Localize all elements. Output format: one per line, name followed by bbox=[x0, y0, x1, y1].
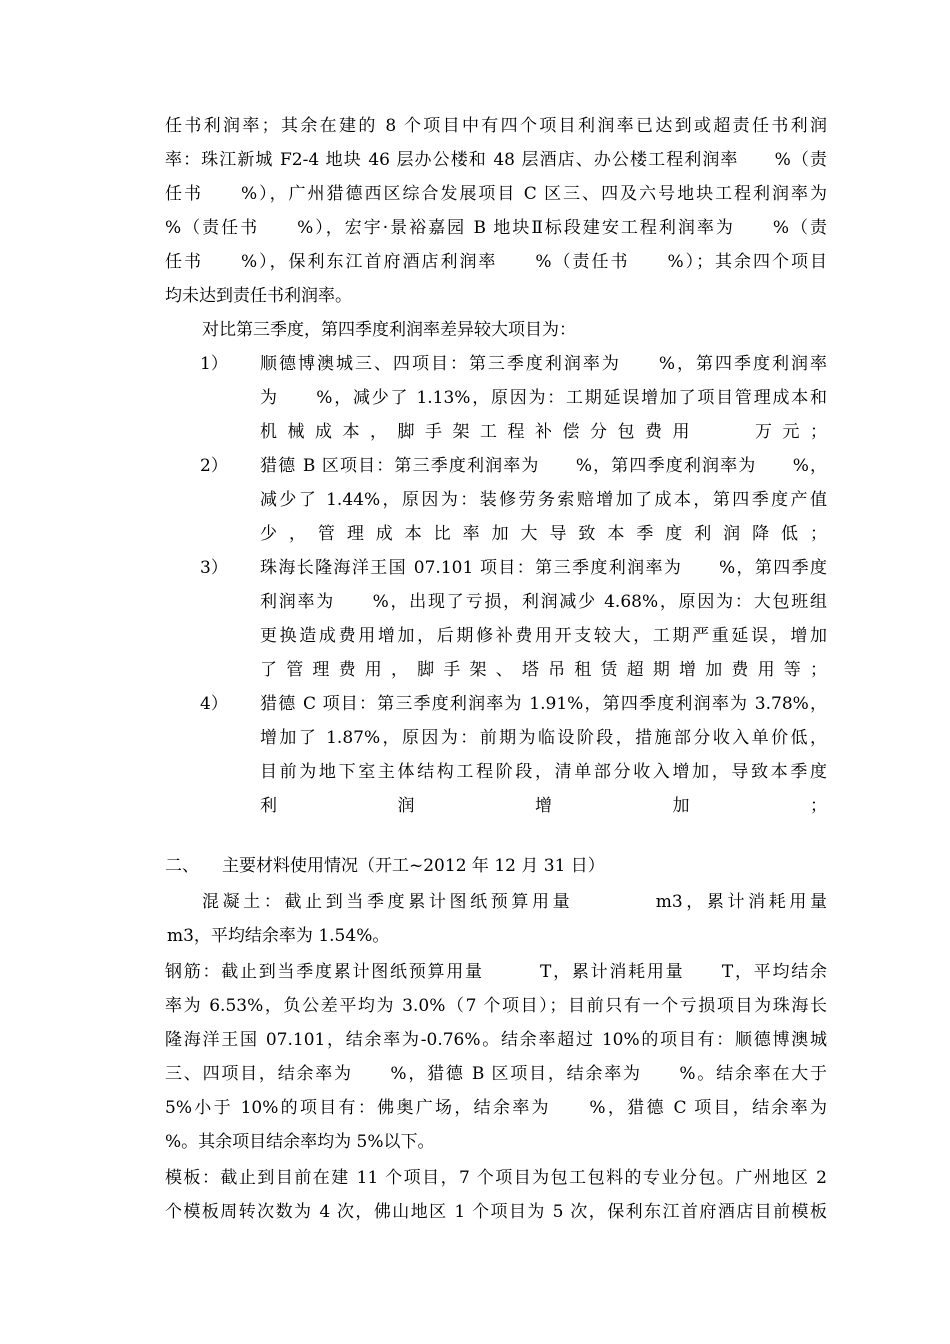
list-number: 2） bbox=[200, 456, 228, 476]
list-number: 4） bbox=[200, 694, 228, 714]
text-line: 利润率为 %，出现了亏损，利润减少 4.68%，原因为：大包班组 bbox=[260, 592, 827, 612]
text-line: 混凝土：截止到当季度累计图纸预算用量 m3，累计消耗用量 bbox=[202, 892, 827, 912]
text-line: m3，平均结余率为 1.54%。 bbox=[167, 926, 390, 946]
list-number: 1） bbox=[200, 354, 228, 374]
text-line: 模板：截止到目前在建 11 个项目，7 个项目为包工包料的专业分包。广州地区 2 bbox=[165, 1168, 827, 1188]
text-line: 钢筋：截止到当季度累计图纸预算用量 T，累计消耗用量 T，平均结余 bbox=[165, 962, 827, 982]
text-line: 任书 %），保利东江首府酒店利润率 %（责任书 %）；其余四个项目 bbox=[165, 252, 827, 272]
text-line: 机械成本，脚手架工程补偿分包费用 万元； bbox=[260, 422, 827, 442]
text-line: 猎德 B 区项目：第三季度利润率为 %，第四季度利润率为 %， bbox=[260, 456, 827, 476]
text-line: 顺德博澳城三、四项目：第三季度利润率为 %，第四季度利润率 bbox=[260, 354, 827, 374]
text-line: 任书 %），广州猎德西区综合发展项目 C 区三、四及六号地块工程利润率为 bbox=[165, 184, 827, 204]
comparison-intro: 对比第三季度，第四季度利润率差异较大项目为： bbox=[202, 320, 576, 340]
text-line: 更换造成费用增加，后期修补费用开支较大，工期严重延误，增加 bbox=[260, 626, 827, 646]
text-line: %。其余项目结余率均为 5%以下。 bbox=[165, 1132, 435, 1152]
text-line: 猎德 C 项目：第三季度利润率为 1.91%，第四季度利润率为 3.78%， bbox=[260, 694, 827, 714]
text-line: 率为 6.53%，负公差平均为 3.0%（7 个项目）；目前只有一个亏损项目为珠海长 bbox=[165, 996, 827, 1016]
section-heading: 主要材料使用情况（开工~2012 年 12 月 31 日） bbox=[222, 856, 605, 876]
text-line: 5%小于 10%的项目有：佛奥广场，结余率为 %，猎德 C 项目，结余率为 bbox=[165, 1098, 827, 1118]
text-line: 个模板周转次数为 4 次，佛山地区 1 个项目为 5 次，保利东江首府酒店目前模板 bbox=[165, 1202, 827, 1222]
text-line: 增加了 1.87%，原因为：前期为临设阶段，措施部分收入单价低， bbox=[260, 728, 827, 748]
section-number: 二、 bbox=[165, 856, 199, 876]
text-line: 三、四项目，结余率为 %，猎德 B 区项目，结余率为 %。结余率在大于 bbox=[165, 1064, 827, 1084]
text-line: 为 %，减少了 1.13%，原因为：工期延误增加了项目管理成本和 bbox=[260, 388, 827, 408]
text-line: 目前为地下室主体结构工程阶段，清单部分收入增加，导致本季度 bbox=[260, 762, 827, 782]
text-line: 隆海洋王国 07.101，结余率为-0.76%。结余率超过 10%的项目有：顺德博澳城 bbox=[165, 1030, 827, 1050]
text-line: 任书利润率；其余在建的 8 个项目中有四个项目利润率已达到或超责任书利润 bbox=[165, 116, 827, 136]
list-number: 3） bbox=[200, 558, 228, 578]
text-line: 少，管理成本比率加大导致本季度利润降低； bbox=[260, 524, 827, 544]
text-line: 率：珠江新城 F2-4 地块 46 层办公楼和 48 层酒店、办公楼工程利润率 %（责 bbox=[165, 150, 827, 170]
text-line: 了管理费用，脚手架、塔吊租赁超期增加费用等； bbox=[260, 660, 827, 680]
text-line: 均未达到责任书利润率。 bbox=[165, 286, 352, 306]
text-line: %（责任书 %），宏宇·景裕嘉园 B 地块Ⅱ标段建安工程利润率为 %（责 bbox=[165, 218, 827, 238]
text-line: 珠海长隆海洋王国 07.101 项目：第三季度利润率为 %，第四季度 bbox=[260, 558, 827, 578]
text-line: 利润增加； bbox=[260, 796, 827, 816]
text-line: 减少了 1.44%，原因为：装修劳务索赔增加了成本，第四季度产值 bbox=[260, 490, 827, 510]
